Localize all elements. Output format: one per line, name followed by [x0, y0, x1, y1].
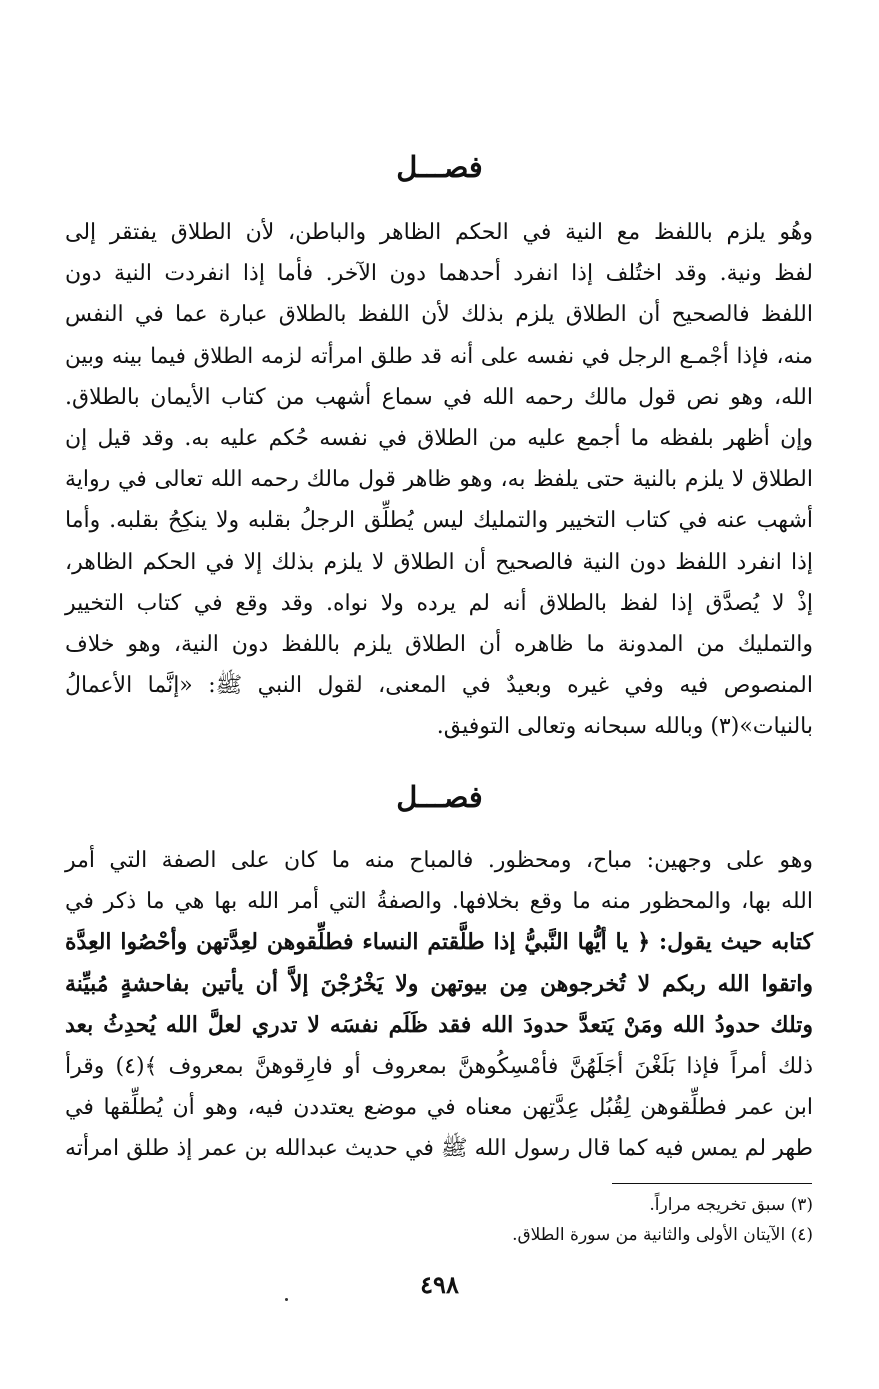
text-line: إذْ لا يُصدَّق إذا لفظ بالطلاق أنه لم يرده ولا نواه. وقد وقع في كتاب التخيير [65, 590, 813, 616]
text-line: أشهب عنه في كتاب التخيير والتمليك ليس يُطلِّق الرجلُ بقلبه ولا ينكِحُ بقلبه. وأما [65, 508, 813, 534]
section-1-text [65, 212, 813, 748]
text-line: وهو على وجهين: مباح، ومحظور. فالمباح منه ما كان على الصفة التي أمر [65, 848, 813, 873]
text-line: وإن أظهر بلفظه ما أجمع عليه من الطلاق في نفسه حُكم عليه به. وقد قيل إن [65, 426, 813, 452]
footnote-4: (٤) الآيتان الأولى والثانية من سورة الطلاق. [512, 1225, 813, 1245]
section-heading-2: فصـــل [396, 780, 483, 814]
section-heading-1: فصـــل [396, 150, 483, 184]
text-line: والتمليك من المدونة ما ظاهره أن الطلاق يلزم باللفظ دون النية، وهو خلاف [65, 632, 813, 658]
text-line: إذا انفرد اللفظ دون النية فالصحيح أن الطلاق لا يلزم بذلك إلا في الحكم الظاهر، [65, 549, 813, 575]
text-line: اللفظ فالصحيح أن الطلاق يلزم بذلك لأن اللفظ بالطلاق عبارة عما في النفس [65, 302, 813, 328]
text-line: منه، فإذا أجْمـع الرجل في نفسه على أنه قد طلق امرأته لزمه الطلاق فيما بينه وبين [65, 343, 813, 369]
text-line: الطلاق لا يلزم بالنية حتى يلفظ به، وهو ظاهر قول مالك رحمه الله تعالى في رواية [65, 467, 813, 493]
text-line: ذلك أمراً فإذا بَلَغْنَ أجَلَهُنَّ فأمْسِكُوهنَّ بمعروف أو فارِقوهنَّ بمعروف ﴾(٤) وقرأ [65, 1054, 813, 1080]
text-line: الله، وهو نص قول مالك رحمه الله في سماع أشهب من كتاب الأيمان بالطلاق. [65, 384, 813, 410]
text-line: ابن عمر فطلِّقوهن لِقُبُل عِدَّتِهن معناه في موضع يعتددن فيه، وهو أن يُطلِّقها في [65, 1095, 813, 1121]
scan-speck [285, 1298, 288, 1301]
footnote-divider [612, 1183, 812, 1184]
text-line: بالنيات»(٣) وبالله سبحانه وتعالى التوفيق. [436, 714, 813, 740]
section-2-text [65, 840, 813, 1170]
quran-text-line: كتابه حيث يقول: ﴿ يا أيُّها النَّبيُّ إذا طلَّقتم النساء فطلِّقوهن لعِدَّتهن وأحْصُوا العِدَّة [65, 929, 813, 956]
text-line: لفظ ونية. وقد اختُلف إذا انفرد أحدهما دون الآخر. فأما إذا انفردت النية دون [65, 261, 813, 287]
quran-text-line: واتقوا الله ربكم لا تُخرجوهن مِن بيوتهن ولا يَخْرُجْنَ إلاَّ أن يأتين بفاحشةٍ مُبيِّنة [65, 970, 813, 997]
text-line: طهر لم يمس فيه كما قال رسول الله ﷺ في حديث عبدالله بن عمر إذ طلق امرأته [65, 1136, 813, 1162]
text-line: المنصوص فيه وفي غيره وبعيدٌ في المعنى، لقول النبي ﷺ: «إنَّما الأعمالُ [65, 673, 813, 699]
text-line: وهُو يلزم باللفظ مع النية في الحكم الظاهر والباطن، لأن الطلاق يفتقر إلى [65, 220, 813, 245]
quran-text-line: وتلك حدودُ الله ومَنْ يَتعدَّ حدودَ الله فقد ظَلَم نفسَه لا تدري لعلَّ الله يُحدِثُ بعد [65, 1011, 813, 1038]
footnote-3: (٣) سبق تخريجه مراراً. [649, 1195, 813, 1215]
page-number: ٤٩٨ [420, 1270, 459, 1299]
text-line: الله بها، والمحظور منه ما وقع بخلافها. والصفةُ التي أمر الله بها هي ما ذكر في [65, 889, 813, 915]
